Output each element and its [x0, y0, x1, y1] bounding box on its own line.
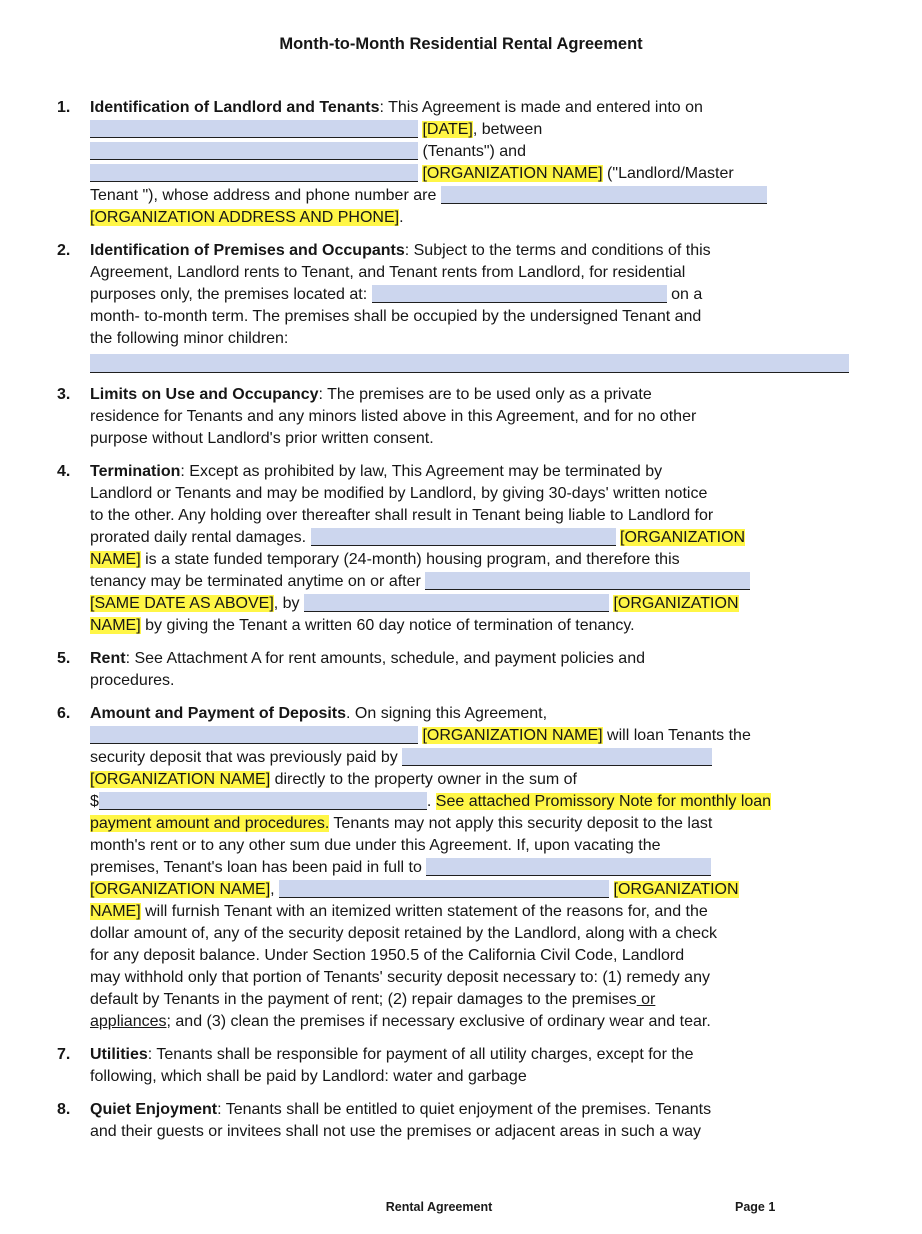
- section-heading: Identification of Premises and Occupants: [90, 242, 405, 259]
- text-run: (Tenants") and: [418, 143, 526, 160]
- text-run: will loan Tenants the: [602, 727, 751, 744]
- text-run: month- to-month term. The premises shall be occupied by the undersigned Tenant and: [90, 308, 702, 325]
- text-run: [609, 881, 613, 898]
- section-number: 5.: [57, 650, 71, 667]
- text-run: and their guests or invitees shall not use the premises or adjacent areas in such a way: [90, 1123, 701, 1140]
- text-run: residence for Tenants and any minors listed above in this Agreement, and for no other: [90, 408, 697, 425]
- underlined-text: or: [636, 991, 656, 1008]
- highlighted-placeholder: [ORGANIZATION ADDRESS AND PHONE]: [90, 209, 400, 226]
- document-title: Month-to-Month Residential Rental Agreement: [279, 35, 643, 53]
- blank-field-3[interactable]: [90, 164, 418, 182]
- text-run: for any deposit balance. Under Section 1950.5 of the California Civil Code, Landlord: [90, 947, 685, 964]
- section-number: 3.: [57, 386, 71, 403]
- text-run: : The premises are to be used only as a private: [318, 386, 652, 403]
- page-footer: [0, 1196, 922, 1216]
- section-heading: Identification of Landlord and Tenants: [90, 99, 380, 116]
- text-run: : Tenants shall be responsible for payment of all utility charges, except for the: [147, 1046, 694, 1063]
- text-run: procedures.: [90, 672, 175, 689]
- section-8: [57, 1099, 849, 1143]
- text-run: security deposit that was previously paid by: [90, 749, 403, 766]
- text-run: , between: [472, 121, 543, 138]
- highlighted-placeholder: [SAME DATE AS ABOVE]: [90, 595, 274, 612]
- text-run: .: [399, 209, 404, 226]
- text-run: , by: [273, 595, 304, 612]
- highlighted-placeholder: NAME]: [90, 617, 141, 634]
- section-body: [90, 461, 849, 637]
- footer-doc-label: Rental Agreement: [385, 1200, 493, 1214]
- section-3: [57, 384, 849, 450]
- section-6: [57, 703, 849, 1033]
- blank-field-5[interactable]: [372, 285, 667, 303]
- highlighted-placeholder: [ORGANIZATION NAME]: [422, 727, 603, 744]
- highlighted-placeholder: [ORGANIZATION: [613, 881, 739, 898]
- highlighted-placeholder: [DATE]: [422, 121, 473, 138]
- highlighted-placeholder: [ORGANIZATION NAME]: [90, 771, 271, 788]
- text-run: .: [426, 793, 436, 810]
- section-body: [90, 97, 849, 229]
- text-run: $: [90, 793, 99, 810]
- underlined-text: appliances: [90, 1013, 167, 1030]
- highlighted-placeholder: See attached Promissory Note for monthly loan: [435, 793, 772, 810]
- blank-field-4[interactable]: [441, 186, 767, 204]
- section-1: [57, 97, 849, 229]
- text-run: Tenants may not apply this security deposit to the last: [329, 815, 713, 832]
- footer-page-number: Page 1: [735, 1200, 776, 1214]
- highlighted-placeholder: [ORGANIZATION: [620, 529, 746, 546]
- blank-field-14[interactable]: [279, 880, 609, 898]
- sections-list: [57, 97, 849, 1154]
- blank-field-6[interactable]: [90, 354, 849, 373]
- text-run: Tenant "), whose address and phone number are: [90, 187, 441, 204]
- text-run: purposes only, the premises located at:: [90, 286, 372, 303]
- text-run: is a state funded temporary (24-month) housing program, and therefore this: [140, 551, 680, 568]
- section-2: [57, 240, 849, 373]
- highlighted-placeholder: payment amount and procedures.: [90, 815, 330, 832]
- text-run: may withhold only that portion of Tenants' security deposit necessary to: (1) remedy any: [90, 969, 710, 986]
- blank-field-13[interactable]: [426, 858, 711, 876]
- text-run: . On signing this Agreement,: [346, 705, 548, 722]
- section-5: [57, 648, 849, 692]
- text-run: : Subject to the terms and conditions of this: [404, 242, 711, 259]
- section-7: [57, 1044, 849, 1088]
- text-run: Landlord or Tenants and may be modified by Landlord, by giving 30-days' written notice: [90, 485, 708, 502]
- blank-field-9[interactable]: [304, 594, 609, 612]
- text-run: ; and (3) clean the premises if necessary exclusive of ordinary wear and tear.: [166, 1013, 711, 1030]
- text-run: prorated daily rental damages.: [90, 529, 311, 546]
- section-body: [90, 648, 849, 692]
- text-run: directly to the property owner in the sum of: [270, 771, 577, 788]
- text-run: on a: [666, 286, 703, 303]
- text-run: : This Agreement is made and entered into on: [379, 99, 703, 116]
- text-run: to the other. Any holding over thereafter shall result in Tenant being liable to Landlord for: [90, 507, 714, 524]
- section-body: [90, 1099, 849, 1143]
- highlighted-placeholder: [ORGANIZATION: [613, 595, 739, 612]
- text-run: purpose without Landlord's prior written consent.: [90, 430, 434, 447]
- section-heading: Limits on Use and Occupancy: [90, 386, 319, 403]
- section-heading: Utilities: [90, 1046, 148, 1063]
- section-number: 7.: [57, 1046, 71, 1063]
- highlighted-placeholder: [ORGANIZATION NAME]: [422, 165, 603, 182]
- section-body: [90, 703, 849, 1033]
- section-heading: Termination: [90, 463, 181, 480]
- section-number: 6.: [57, 705, 71, 722]
- section-body: [90, 240, 849, 373]
- section-4: [57, 461, 849, 637]
- text-run: : Tenants shall be entitled to quiet enjoyment of the premises. Tenants: [217, 1101, 712, 1118]
- blank-field-2[interactable]: [90, 142, 418, 160]
- blank-field-10[interactable]: [90, 726, 418, 744]
- text-run: will furnish Tenant with an itemized written statement of the reasons for, and the: [140, 903, 708, 920]
- text-run: : Except as prohibited by law, This Agreement may be terminated by: [180, 463, 663, 480]
- section-heading: Quiet Enjoyment: [90, 1101, 218, 1118]
- blank-field-11[interactable]: [402, 748, 712, 766]
- text-run: by giving the Tenant a written 60 day notice of termination of tenancy.: [140, 617, 635, 634]
- section-body: [90, 1044, 849, 1088]
- section-number: 2.: [57, 242, 71, 259]
- text-run: Agreement, Landlord rents to Tenant, and Tenant rents from Landlord, for residential: [90, 264, 686, 281]
- blank-field-8[interactable]: [425, 572, 750, 590]
- section-number: 4.: [57, 463, 71, 480]
- text-run: the following minor children:: [90, 330, 289, 347]
- text-run: following, which shall be paid by Landlord: water and garbage: [90, 1068, 527, 1085]
- blank-field-12[interactable]: [99, 792, 427, 810]
- text-run: tenancy may be terminated anytime on or after: [90, 573, 426, 590]
- blank-field-7[interactable]: [311, 528, 616, 546]
- section-number: 8.: [57, 1101, 71, 1118]
- section-heading: Amount and Payment of Deposits: [90, 705, 347, 722]
- section-heading: Rent: [90, 650, 126, 667]
- text-run: dollar amount of, any of the security deposit retained by the Landlord, along with a check: [90, 925, 718, 942]
- highlighted-placeholder: [ORGANIZATION NAME]: [90, 881, 271, 898]
- text-run: : See Attachment A for rent amounts, schedule, and payment policies and: [125, 650, 645, 667]
- blank-field-1[interactable]: [90, 120, 418, 138]
- section-number: 1.: [57, 99, 71, 116]
- text-run: ,: [270, 881, 280, 898]
- text-run: default by Tenants in the payment of rent; (2) repair damages to the premises: [90, 991, 637, 1008]
- text-run: month's rent or to any other sum due under this Agreement. If, upon vacating the: [90, 837, 661, 854]
- text-run: premises, Tenant's loan has been paid in full to: [90, 859, 427, 876]
- text-run: ("Landlord/Master: [602, 165, 734, 182]
- section-body: [90, 384, 849, 450]
- highlighted-placeholder: NAME]: [90, 903, 141, 920]
- highlighted-placeholder: NAME]: [90, 551, 141, 568]
